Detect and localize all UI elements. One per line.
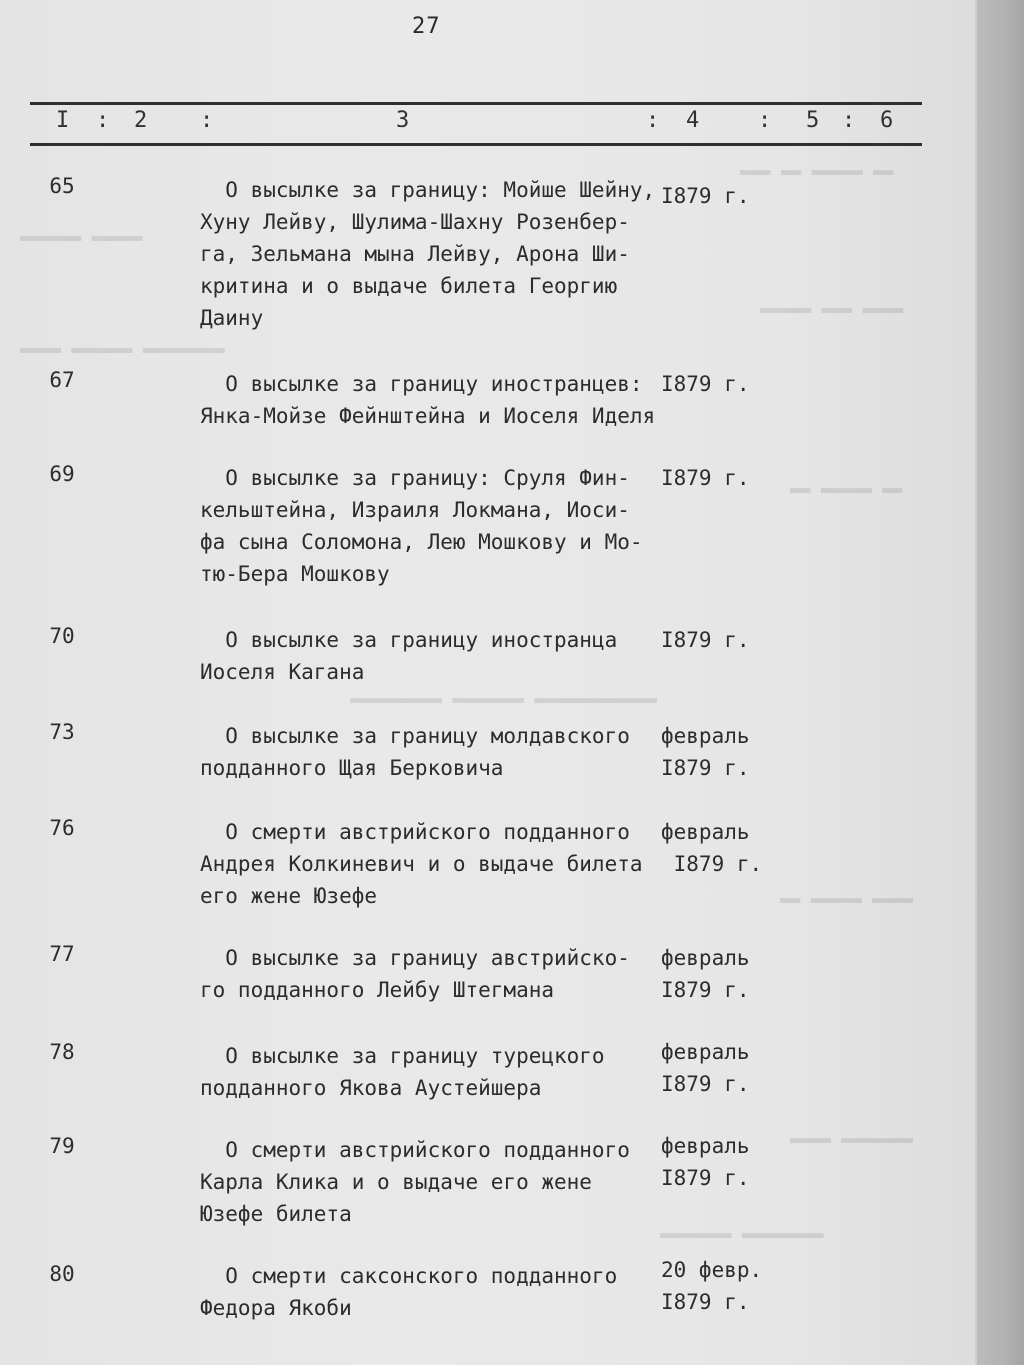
entry-date-line: февраль: [661, 1040, 750, 1064]
entry-number: 73: [49, 720, 75, 744]
entry-date: [661, 1130, 750, 1194]
column-header-3: 3: [396, 108, 410, 133]
entry-title: [200, 174, 670, 334]
entry-title-line: подданного Якова Аустейшера: [200, 1076, 542, 1100]
entry-title-line: га, Зельмана мына Лейву, Арона Ши-: [200, 242, 630, 266]
entry-date-line: I879 г.: [661, 978, 750, 1002]
bleed-through-text: ▬▬ ▬▬▬▬▬ ▬▬: [790, 480, 903, 500]
entry-title-line: Федора Якоби: [200, 1296, 352, 1320]
entry-date-line: I879 г.: [661, 184, 750, 208]
entry-date-line: I879 г.: [661, 852, 763, 876]
entry-date: [661, 180, 750, 212]
entry-title-line: тю-Бера Мошкову: [200, 562, 390, 586]
bleed-through-text: ▬▬▬ ▬▬ ▬▬▬▬▬ ▬▬: [740, 162, 894, 182]
entry-number: 80: [49, 1262, 75, 1286]
entry-number: 69: [49, 462, 75, 486]
entry-title: [200, 1134, 670, 1230]
bleed-through-text: ▬▬▬▬▬ ▬▬▬ ▬▬▬▬: [760, 300, 904, 320]
entry-title-line: О высылке за границу турецкого: [200, 1044, 605, 1068]
entry-title-line: О смерти австрийского подданного: [200, 820, 630, 844]
entry-date-line: I879 г.: [661, 756, 750, 780]
entry-title-line: го подданного Лейбу Штегмана: [200, 978, 555, 1002]
entry-number: 65: [49, 174, 75, 198]
entry-title-line: О высылке за границу австрийско-: [200, 946, 630, 970]
entry-title: [200, 462, 670, 590]
entry-date-line: I879 г.: [661, 1072, 750, 1096]
entry-title: [200, 624, 670, 688]
entry-number: 76: [49, 816, 75, 840]
entry-title-line: О смерти австрийского подданного: [200, 1138, 630, 1162]
entry-date-line: февраль: [661, 1134, 750, 1158]
entry-title-line: О смерти саксонского подданного: [200, 1264, 618, 1288]
entry-title-line: Янка-Мойзе Фейнштейна и Иоселя Иделя: [200, 404, 656, 428]
entry-date: [661, 1254, 762, 1318]
entry-date: [661, 462, 750, 494]
entry-number: 70: [49, 624, 75, 648]
entry-number: 77: [49, 942, 75, 966]
entry-title: [200, 1260, 670, 1324]
entry-title-line: его жене Юзефе: [200, 884, 378, 908]
entry-title-line: Карла Клика и о выдаче его жене: [200, 1170, 592, 1194]
entry-title: [200, 368, 670, 432]
bleed-through-text: ▬▬▬▬▬▬▬ ▬▬▬▬▬▬▬▬: [660, 1225, 824, 1245]
column-separator: :: [646, 108, 660, 133]
entry-title: [200, 816, 670, 912]
entry-date-line: февраль: [661, 946, 750, 970]
bleed-through-text: ▬▬▬▬▬▬ ▬▬▬▬▬: [20, 228, 143, 248]
bleed-through-text: ▬▬ ▬▬▬▬▬ ▬▬▬▬: [780, 890, 914, 910]
entry-date-line: I879 г.: [661, 372, 750, 396]
entry-date-line: I879 г.: [661, 1290, 750, 1314]
underlying-page-edge: [975, 0, 1024, 1365]
bleed-through-text: ▬▬▬▬ ▬▬▬▬▬▬ ▬▬▬▬▬▬▬▬: [20, 340, 225, 360]
header-rule-top: [30, 102, 922, 105]
entry-title-line: Андрея Колкиневич и о выдаче билета: [200, 852, 643, 876]
entry-title: [200, 1040, 670, 1104]
entry-title-line: О высылке за границу иностранцев:: [200, 372, 643, 396]
entry-title: [200, 720, 670, 784]
entry-date-line: I879 г.: [661, 628, 750, 652]
entry-title-line: Хуну Лейву, Шулима-Шахну Розенбер-: [200, 210, 630, 234]
column-header-5: 5: [806, 108, 820, 133]
entry-title-line: О высылке за границу: Мойше Шейну,: [200, 178, 656, 202]
entry-number: 67: [49, 368, 75, 392]
entry-date: [661, 368, 750, 400]
entry-title-line: фа сына Соломона, Лею Мошкову и Мо-: [200, 530, 643, 554]
entry-title: [200, 942, 670, 1006]
entry-title-line: О высылке за границу иностранца: [200, 628, 618, 652]
column-separator: :: [96, 108, 110, 133]
entry-title-line: Даину: [200, 306, 264, 330]
page-number: 27: [412, 14, 441, 39]
bleed-through-text: ▬▬▬▬ ▬▬▬▬▬▬▬: [790, 1130, 913, 1150]
entry-date: [661, 1036, 750, 1100]
entry-title-line: подданного Щая Берковича: [200, 756, 504, 780]
entry-date-line: I879 г.: [661, 466, 750, 490]
column-separator: :: [842, 108, 856, 133]
header-rule-bottom: [30, 143, 922, 146]
bleed-through-text: ▬▬▬▬▬▬▬▬▬ ▬▬▬▬▬▬▬ ▬▬▬▬▬▬▬▬▬▬▬▬: [350, 690, 658, 710]
column-separator: :: [758, 108, 772, 133]
entry-title-line: Юзефе билета: [200, 1202, 352, 1226]
entry-date-line: февраль: [661, 724, 750, 748]
column-header-6: 6: [880, 108, 894, 133]
entry-title-line: Иоселя Кагана: [200, 660, 365, 684]
entry-number: 79: [49, 1134, 75, 1158]
column-header-2: 2: [134, 108, 148, 133]
entry-date: [661, 816, 762, 880]
entry-date-line: 20 февр.: [661, 1258, 763, 1282]
column-header-4: 4: [686, 108, 700, 133]
entry-title-line: О высылке за границу: Сруля Фин-: [200, 466, 630, 490]
entry-title-line: кельштейна, Израиля Локмана, Иоси-: [200, 498, 630, 522]
entry-date: [661, 624, 750, 656]
entry-date-line: I879 г.: [661, 1166, 750, 1190]
entry-title-line: О высылке за границу молдавского: [200, 724, 630, 748]
entry-number: 78: [49, 1040, 75, 1064]
column-header-1: I: [56, 108, 70, 133]
entry-title-line: критина и о выдаче билета Георгию: [200, 274, 618, 298]
entry-date: [661, 720, 750, 784]
column-separator: :: [200, 108, 214, 133]
entry-date: [661, 942, 750, 1006]
entry-date-line: февраль: [661, 820, 750, 844]
